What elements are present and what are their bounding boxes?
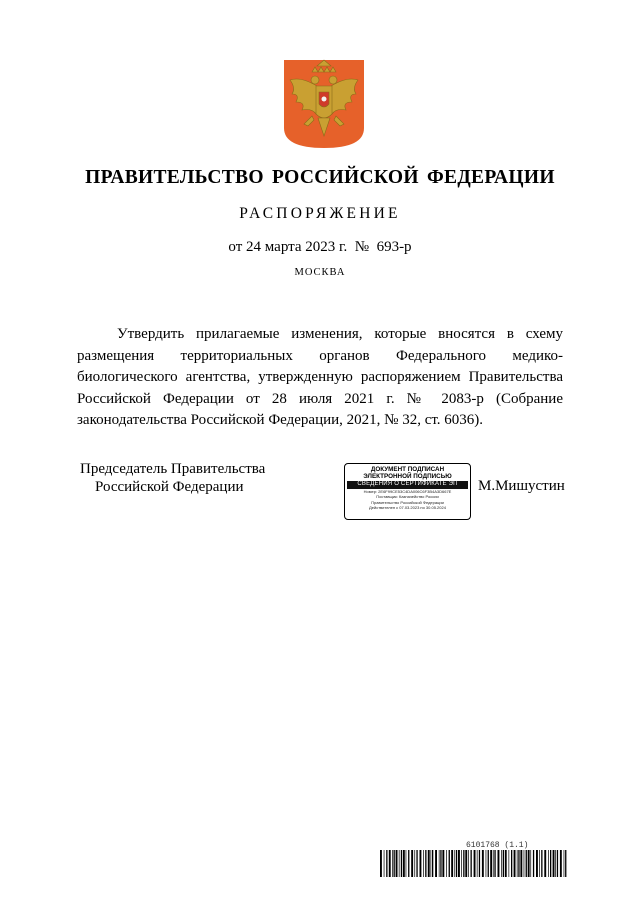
electronic-signature-stamp — [344, 463, 471, 520]
document-number: 693-р — [376, 239, 412, 255]
number-sign: № — [354, 239, 370, 255]
stamp-line-3: СВЕДЕНИЯ О СЕРТИФИКАТЕ ЭП — [347, 481, 468, 489]
stamp-owner: Правительство Российской Федерации — [371, 499, 444, 505]
position-line-1: Председатель Правительства — [80, 461, 266, 477]
signer-name: М.Мишустин — [478, 478, 565, 494]
document-date-line — [0, 239, 640, 256]
stamp-issuer: Поставщик: Казначейство России — [376, 494, 439, 499]
document-code: 6101768 (1.1) — [466, 841, 529, 850]
stamp-cert-number: Номер: 2E6F99CE53C4DA006C6F3B4A3D667E — [363, 488, 452, 494]
stamp-line-2: ЭЛЕКТРОННОЙ ПОДПИСЬЮ — [363, 473, 452, 480]
city: МОСКВА — [294, 267, 346, 278]
body-paragraph: Утвердить прилагаемые изменения, которые вносятся в схему размещения территориальных органов Федерального медико-биологического агентства, утвержденную распоряжением Правительства Российской Федерации от 28 июля 2021 г. № 2083-р (Собрание законодательства Российской Федерации, 2021, № 32, ст. 6036). — [77, 326, 563, 428]
russian-coat-of-arms-icon — [282, 58, 366, 150]
barcode-icon — [380, 850, 567, 877]
document-date: от 24 марта 2023 г. — [228, 239, 348, 255]
stamp-line-1: ДОКУМЕНТ ПОДПИСАН — [370, 466, 445, 473]
signatory-position — [80, 460, 265, 496]
stamp-validity: Действителен с 07.03.2023 по 30.05.2024 — [369, 505, 446, 510]
position-line-2: Российской Федерации — [95, 479, 244, 495]
document-type: РАСПОРЯЖЕНИЕ — [239, 205, 401, 222]
organization-title: ПРАВИТЕЛЬСТВО РОССИЙСКОЙ ФЕДЕРАЦИИ — [85, 167, 555, 188]
